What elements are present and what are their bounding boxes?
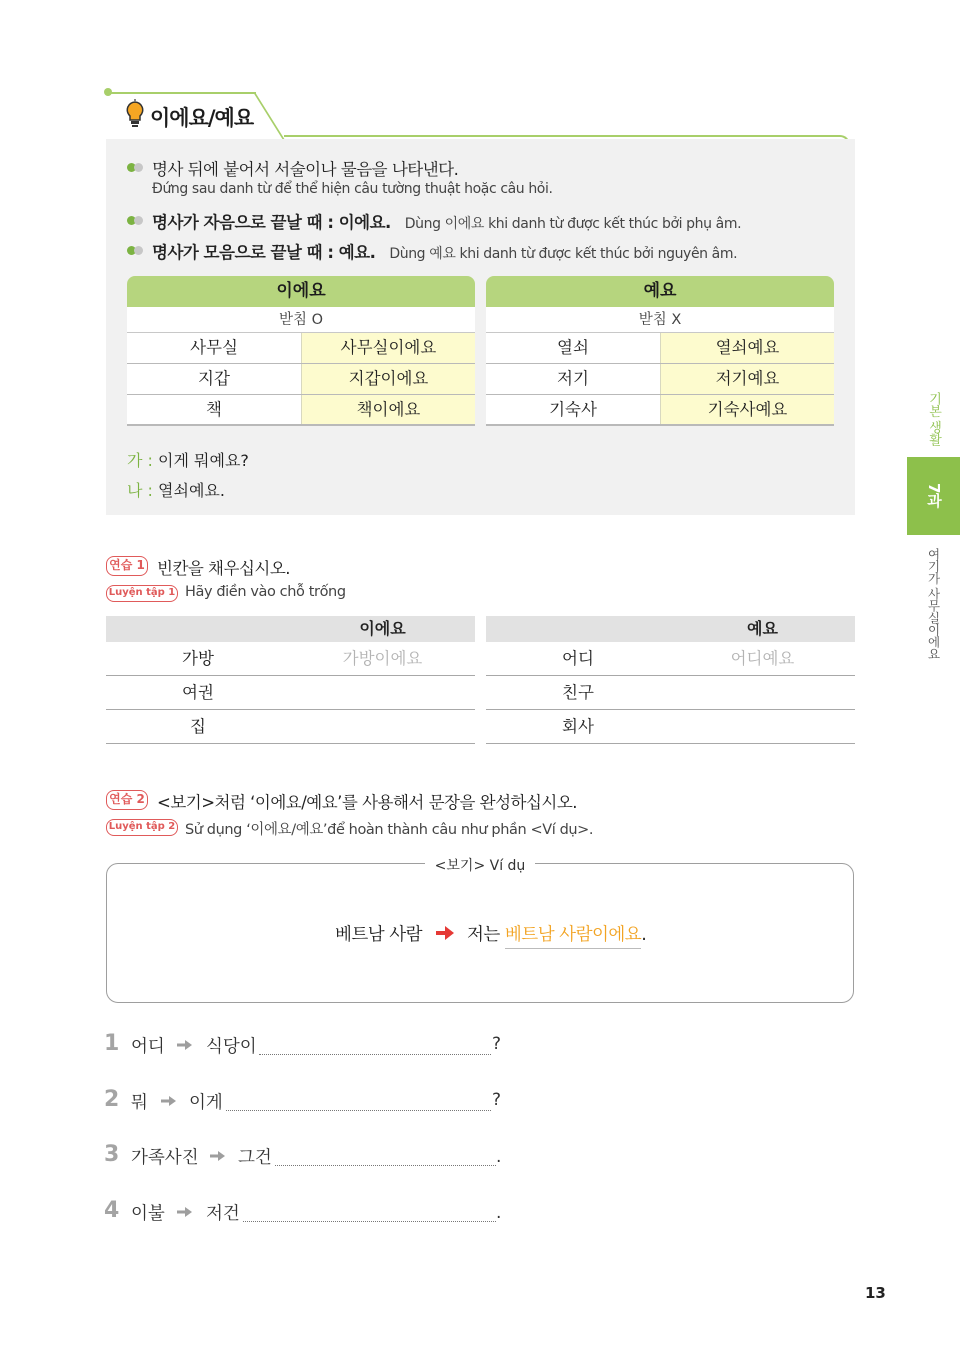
item-number: 2 [104,1087,120,1112]
grammar-rule-3 [152,239,737,263]
practice-2-title: <보기>처럼 ‘이에요/예요’를 사용해서 문장을 완성하십시오. [157,793,578,812]
rule-2-korean: 명사가 자음으로 끝날 때 : 이에요. [152,213,391,232]
answer-blank[interactable] [290,710,475,743]
noun-cell: 책 [127,395,301,424]
grammar-rule-1-translation [152,181,553,197]
arrow-right-icon [177,1039,193,1051]
noun-cell: 사무실 [127,333,301,363]
noun-cell: 가방 [182,649,214,668]
example-answer-line [467,921,646,946]
yeyo-table [486,276,834,426]
table-row [127,395,475,426]
bullet-icon [127,246,145,255]
side-lesson-number: 7과 [925,483,943,508]
page-number: 13 [865,1284,886,1302]
item-number: 1 [104,1031,120,1056]
item-cue: 이불 [131,1204,165,1224]
item-end-punct: ? [492,1034,502,1054]
conjugated-cell: 지갑이에요 [301,364,475,394]
table-row [486,395,834,426]
table-header-row [106,616,475,642]
rule-start-dot [104,88,112,96]
example-label: <보기> Ví dụ [425,855,535,875]
answer-line[interactable] [226,1110,491,1111]
answer-line[interactable] [243,1221,496,1222]
table-header: 이에요 [359,619,406,638]
practice-1-title: 빈칸을 채우십시오. [157,559,291,578]
answer-line[interactable] [275,1165,496,1166]
bullet-icon [127,216,145,225]
rule-3-korean: 명사가 모음으로 끝날 때 : 예요. [152,243,376,262]
example-prefix: 저는 [467,925,500,945]
speaker-label: 가 : [127,451,153,470]
item-start: 그건 [238,1148,272,1168]
table-row [106,710,475,744]
noun-cell: 집 [190,717,206,736]
answer-blank[interactable] [670,676,855,709]
practice-1-subtitle: Hãy điền vào chỗ trống [185,584,346,600]
table-row [486,642,855,676]
item-cue: 어디 [131,1037,165,1057]
rule-1-korean: 명사 뒤에 붙어서 서술이나 물음을 나타낸다. [152,160,459,179]
practice-1-table-ieyo [106,616,475,744]
noun-cell: 열쇠 [486,333,660,363]
item-cue: 뭐 [131,1093,148,1113]
item-end-punct: . [496,1147,502,1167]
dialogue-line-2 [127,478,225,501]
rule-1-vietnamese: Đứng sau danh từ để thể hiện câu tường thuật hoặc câu hỏi. [152,181,553,197]
conjugated-cell: 저기예요 [660,364,834,394]
practice-1-table-yeyo [486,616,855,744]
item-cue: 가족사진 [131,1148,199,1168]
arrow-right-icon [177,1206,193,1218]
table-header: 예요 [486,276,834,307]
noun-cell: 기숙사 [486,395,660,424]
answer-blank[interactable] [670,710,855,743]
dialogue-text: 열쇠예요. [158,481,225,500]
table-header: 이에요 [127,276,475,307]
table-row [486,676,855,710]
table-header-row [486,616,855,642]
table-row [486,710,855,744]
speaker-label: 나 : [127,481,153,500]
table-subheader: 받침 X [486,307,834,333]
practice-1-badge-vi: Luyện tập 1 [106,585,178,602]
item-start: 이게 [189,1093,223,1113]
title-tab-slant [253,92,287,144]
noun-cell: 친구 [562,683,594,702]
grammar-rule-2 [152,209,741,233]
practice-2-subtitle: Sử dụng ‘이에요/예요’để hoàn thành câu như phần <Ví dụ>. [185,822,594,838]
practice-1-badge: 연습 1 [106,556,148,576]
conjugated-cell: 열쇠예요 [660,333,834,363]
table-header: 예요 [747,619,778,638]
item-end-punct: ? [492,1090,502,1110]
dialogue-line-1 [127,448,249,471]
practice-2-badge: 연습 2 [106,790,148,810]
conjugated-cell: 기숙사예요 [660,395,834,424]
example-end: . [641,925,647,945]
item-end-punct: . [496,1203,502,1223]
example-cue: 베트남 사람 [335,925,423,945]
arrow-right-icon [161,1095,177,1107]
answer-cell: 가방이에요 [342,649,423,668]
item-start: 식당이 [206,1037,257,1057]
item-start: 저건 [206,1204,240,1224]
section-rule [284,135,840,137]
table-row [127,364,475,395]
table-row [106,676,475,710]
answer-cell: 어디예요 [730,649,795,668]
table-row [486,364,834,395]
example-answer: 베트남 사람이에요 [505,925,641,949]
arrow-right-icon [210,1150,226,1162]
noun-cell: 어디 [562,649,594,668]
answer-line[interactable] [259,1054,491,1055]
side-lesson-title: 여기가 사무실이에요 [926,548,941,660]
lightbulb-icon [124,99,146,129]
noun-cell: 회사 [562,717,594,736]
title-tab-underline [106,92,256,94]
bullet-icon [127,163,145,172]
dialogue-text: 이게 뭐예요? [158,451,249,470]
practice-2-badge-vi: Luyện tập 2 [106,819,178,836]
grammar-rule-1 [152,156,458,180]
rule-3-vietnamese: Dùng 예요 khi danh từ được kết thúc bởi nguyên âm. [389,246,738,262]
item-number: 4 [104,1198,120,1223]
noun-cell: 여권 [182,683,214,702]
arrow-right-icon [435,925,455,941]
conjugated-cell: 사무실이에요 [301,333,475,363]
conjugated-cell: 책이에요 [301,395,475,424]
grammar-title: 이에요/예요 [150,106,254,130]
noun-cell: 저기 [486,364,660,394]
table-row [486,333,834,364]
noun-cell: 지갑 [127,364,301,394]
table-subheader: 받침 O [127,307,475,333]
side-section-label: 기본 생활 [926,392,941,446]
item-number: 3 [104,1142,120,1167]
answer-blank[interactable] [290,676,475,709]
ieyo-table [127,276,475,426]
table-row [127,333,475,364]
rule-2-vietnamese: Dùng 이에요 khi danh từ được kết thúc bởi phụ âm. [404,216,742,232]
table-row [106,642,475,676]
